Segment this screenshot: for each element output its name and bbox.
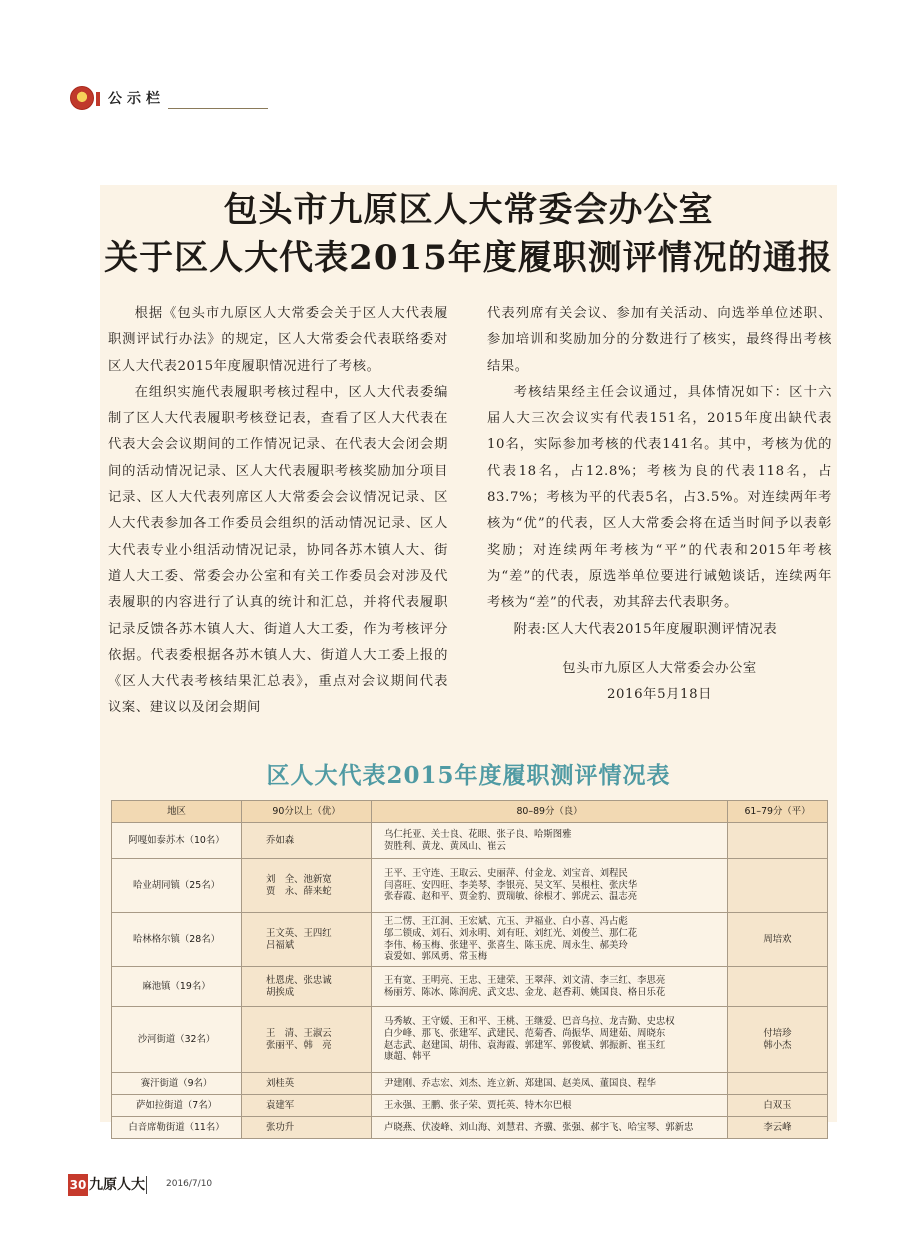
cell-excellent — [242, 823, 372, 859]
name-list-line: 付培珍 — [763, 1027, 792, 1039]
name-list-line: 刘桂英 — [266, 1077, 295, 1089]
appendix-note: 附表:区人大代表2015年度履职测评情况表 — [513, 621, 778, 637]
cell-excellent — [242, 1095, 372, 1117]
paragraph: 根据《包头市九原区人大常委会关于区人大代表履职测评试行办法》的规定，区人大常委会代表联络委对区人大代表2015年度履职情况进行了考核。 — [108, 306, 448, 374]
cell-good — [372, 1117, 728, 1139]
cell-area: 萨如拉街道（7名） — [112, 1095, 242, 1117]
page-number: 30 — [68, 1174, 88, 1196]
name-list-line: 闫喜旺、安四旺、李美琴、李银亮、吴文军、吴根柱、张庆华 — [384, 879, 638, 891]
name-list-line: 袁爱如、郭凤勇、常玉梅 — [384, 951, 488, 963]
name-list-line: 邬二锁成、刘石、刘永明、刘有旺、刘红光、刘俊兰、那仁花 — [384, 927, 638, 939]
cell-area: 阿嘎如泰苏木（10名） — [112, 823, 242, 859]
cell-excellent — [242, 859, 372, 913]
cell-good — [372, 823, 728, 859]
name-list-line: 袁建军 — [266, 1099, 295, 1111]
signature-org: 包头市九原区人大常委会办公室 — [562, 660, 757, 676]
article-title-line1: 包头市九原区人大常委会办公室 — [223, 190, 714, 230]
name-list-line: 王 清、王淑云 — [266, 1027, 332, 1039]
name-list-line: 乔如森 — [266, 834, 295, 846]
cell-good — [372, 1095, 728, 1117]
name-list-line: 张春霞、赵和平、贾金豹、贾瑞敏、徐根才、郭虎云、温志亮 — [384, 891, 638, 903]
cell-area: 沙河街道（32名） — [112, 1007, 242, 1073]
table-row — [112, 913, 828, 967]
name-list-line: 杨丽芳、陈冰、陈润虎、武文忠、金龙、赵香莉、姚国良、格日乐花 — [384, 986, 666, 998]
table-row — [112, 859, 828, 913]
table-header-row — [112, 801, 828, 823]
table-row — [112, 1007, 828, 1073]
name-list-line: 刘 全、池新宽 — [266, 873, 332, 885]
cell-area: 麻池镇（19名） — [112, 967, 242, 1007]
section-title: 公示栏 — [108, 91, 165, 107]
name-list-line: 王文英、王四红 — [266, 927, 332, 939]
name-list-line: 康超、韩平 — [384, 1051, 431, 1063]
cell-excellent — [242, 1073, 372, 1095]
table-row — [112, 967, 828, 1007]
paragraph-continued: 代表列席有关会议、参加有关活动、向选举单位述职、参加培训和奖励加分的分数进行了核实，最终得出考核结果。 — [487, 306, 832, 374]
cell-fair — [728, 967, 828, 1007]
name-list-line: 胡挨成 — [266, 986, 295, 998]
name-list-line: 王有宽、王明亮、王忠、王建荣、王翠萍、刘文清、李三红、李思亮 — [384, 974, 666, 986]
name-list-line: 张功升 — [266, 1121, 295, 1133]
name-list-line: 杜恩虎、张忠诚 — [266, 974, 332, 986]
cell-excellent — [242, 1117, 372, 1139]
evaluation-table — [111, 800, 828, 1139]
table-row — [112, 1117, 828, 1139]
signature-date: 2016年5月18日 — [606, 687, 713, 703]
name-list-line: 贾 永、薛来蛇 — [266, 885, 332, 897]
name-list-line: 赵志武、赵建国、胡伟、袁海霞、郭建军、郭俊斌、郭振新、崔玉红 — [384, 1039, 666, 1051]
name-list-line: 李云峰 — [763, 1121, 792, 1133]
name-list-line: 张丽平、韩 亮 — [266, 1039, 332, 1051]
name-list-line: 白少峰、那飞、张建军、武建民、范菊香、尚振华、周建茹、周晓东 — [384, 1027, 666, 1039]
paragraph: 在组织实施代表履职考核过程中，区人大代表委编制了区人大代表履职考核登记表，查看了区人大代表在代表大会会议期间的工作情况记录、在代表大会闭会期间的活动情况记录、区人大代表履职考核奖励加分项目记录、区人大代表列席区人大常委会会议情况记录、区人大代表参加各工作委员会组织的活动情况记录、区人大代表专业小组活动情况记录，协同各苏木镇人大、街道人大工委、常委会办公室和有关工作委员会对涉及代表履职的内容进行了认真的统计和汇总，并将代表履职记录反馈各苏木镇人大、街道人大工委，作为考核评分依据。代表委根据各苏木镇人大、街道人大工委上报的《区人大代表考核结果汇总表》，重点对会议期间代表议案、建议以及闭会期间 — [108, 384, 448, 716]
article-left-column — [108, 301, 448, 722]
name-list-line: 马秀敏、王守媛、王和平、王桃、王继爱、巴音乌拉、龙吉勤、史忠权 — [384, 1016, 675, 1028]
cell-area: 白音席勒街道（11名） — [112, 1117, 242, 1139]
header-fair: 61–79分（平） — [728, 801, 828, 823]
article-title-line2: 关于区人大代表2015年度履职测评情况的通报 — [104, 238, 833, 278]
name-list-line: 白双玉 — [763, 1099, 792, 1111]
header-excellent: 90分以上（优） — [242, 801, 372, 823]
cell-fair — [728, 1117, 828, 1139]
name-list-line: 卢晓燕、伏凌峰、刘山海、刘慧君、齐骥、张强、郝宇飞、哈宝琴、郭新忠 — [384, 1121, 694, 1133]
cell-excellent — [242, 967, 372, 1007]
cell-fair — [728, 1095, 828, 1117]
header-good: 80–89分（良） — [372, 801, 728, 823]
table-row — [112, 1095, 828, 1117]
name-list-line: 周培欢 — [763, 933, 792, 945]
national-emblem-icon: ★ — [70, 86, 94, 110]
cell-area: 哈林格尔镇（28名） — [112, 913, 242, 967]
cell-excellent — [242, 913, 372, 967]
table-row — [112, 823, 828, 859]
magazine-name: 九原人大 — [89, 1177, 145, 1193]
header-area: 地区 — [112, 801, 242, 823]
cell-fair — [728, 859, 828, 913]
name-list-line: 尹建刚、乔志宏、刘杰、连立新、郑建国、赵美凤、董国良、程华 — [384, 1077, 656, 1089]
header-divider — [168, 108, 268, 109]
name-list-line: 韩小杰 — [763, 1039, 792, 1051]
issue-date: 2016/7/10 — [166, 1179, 213, 1189]
cell-fair — [728, 1073, 828, 1095]
name-list-line: 贺胜利、黄龙、黄凤山、崔云 — [384, 840, 506, 852]
section-header — [70, 86, 200, 112]
cell-fair — [728, 913, 828, 967]
name-list-line: 王平、王守连、王取云、史丽萍、付金龙、刘宝音、刘程民 — [384, 868, 628, 880]
article-right-column — [487, 301, 832, 708]
cell-good — [372, 913, 728, 967]
header-accent-bar — [96, 92, 100, 106]
cell-good — [372, 859, 728, 913]
cell-good — [372, 1073, 728, 1095]
cell-fair — [728, 823, 828, 859]
cell-fair — [728, 1007, 828, 1073]
table-row — [112, 1073, 828, 1095]
name-list-line: 王二愣、王江洞、王宏斌、亢玉、尹福业、白小喜、冯占彪 — [384, 916, 628, 928]
name-list-line: 王永强、王鹏、张子荣、贾托英、特木尔巴根 — [384, 1099, 572, 1111]
table-title: 区人大代表2015年度履职测评情况表 — [266, 762, 671, 789]
name-list-line: 李伟、杨玉梅、张建平、张喜生、陈玉虎、周永生、郝美玲 — [384, 939, 628, 951]
cell-excellent — [242, 1007, 372, 1073]
cell-good — [372, 967, 728, 1007]
paragraph: 考核结果经主任会议通过，具体情况如下：区十六届人大三次会议实有代表151名，2015年度出缺代表10名，实际参加考核的代表141名。其中，考核为优的代表18名，占12.8%；考核为良的代表118名，占83.7%；考核为平的代表5名，占3.5%。对连续两年考核为“优”的代表，区人大常委会将在适当时间予以表彰奖励；对连续两年考核为“平”的代表和2015年考核为“差”的代表，原选举单位要进行诫勉谈话，连续两年考核为“差”的代表，劝其辞去代表职务。 — [487, 384, 832, 611]
name-list-line: 乌仁托亚、关士良、花眼、张子良、哈斯图雅 — [384, 828, 572, 840]
footer-divider — [146, 1176, 147, 1194]
cell-area: 哈业胡同镇（25名） — [112, 859, 242, 913]
cell-good — [372, 1007, 728, 1073]
cell-area: 赛汗街道（9名） — [112, 1073, 242, 1095]
name-list-line: 吕福斌 — [266, 939, 295, 951]
